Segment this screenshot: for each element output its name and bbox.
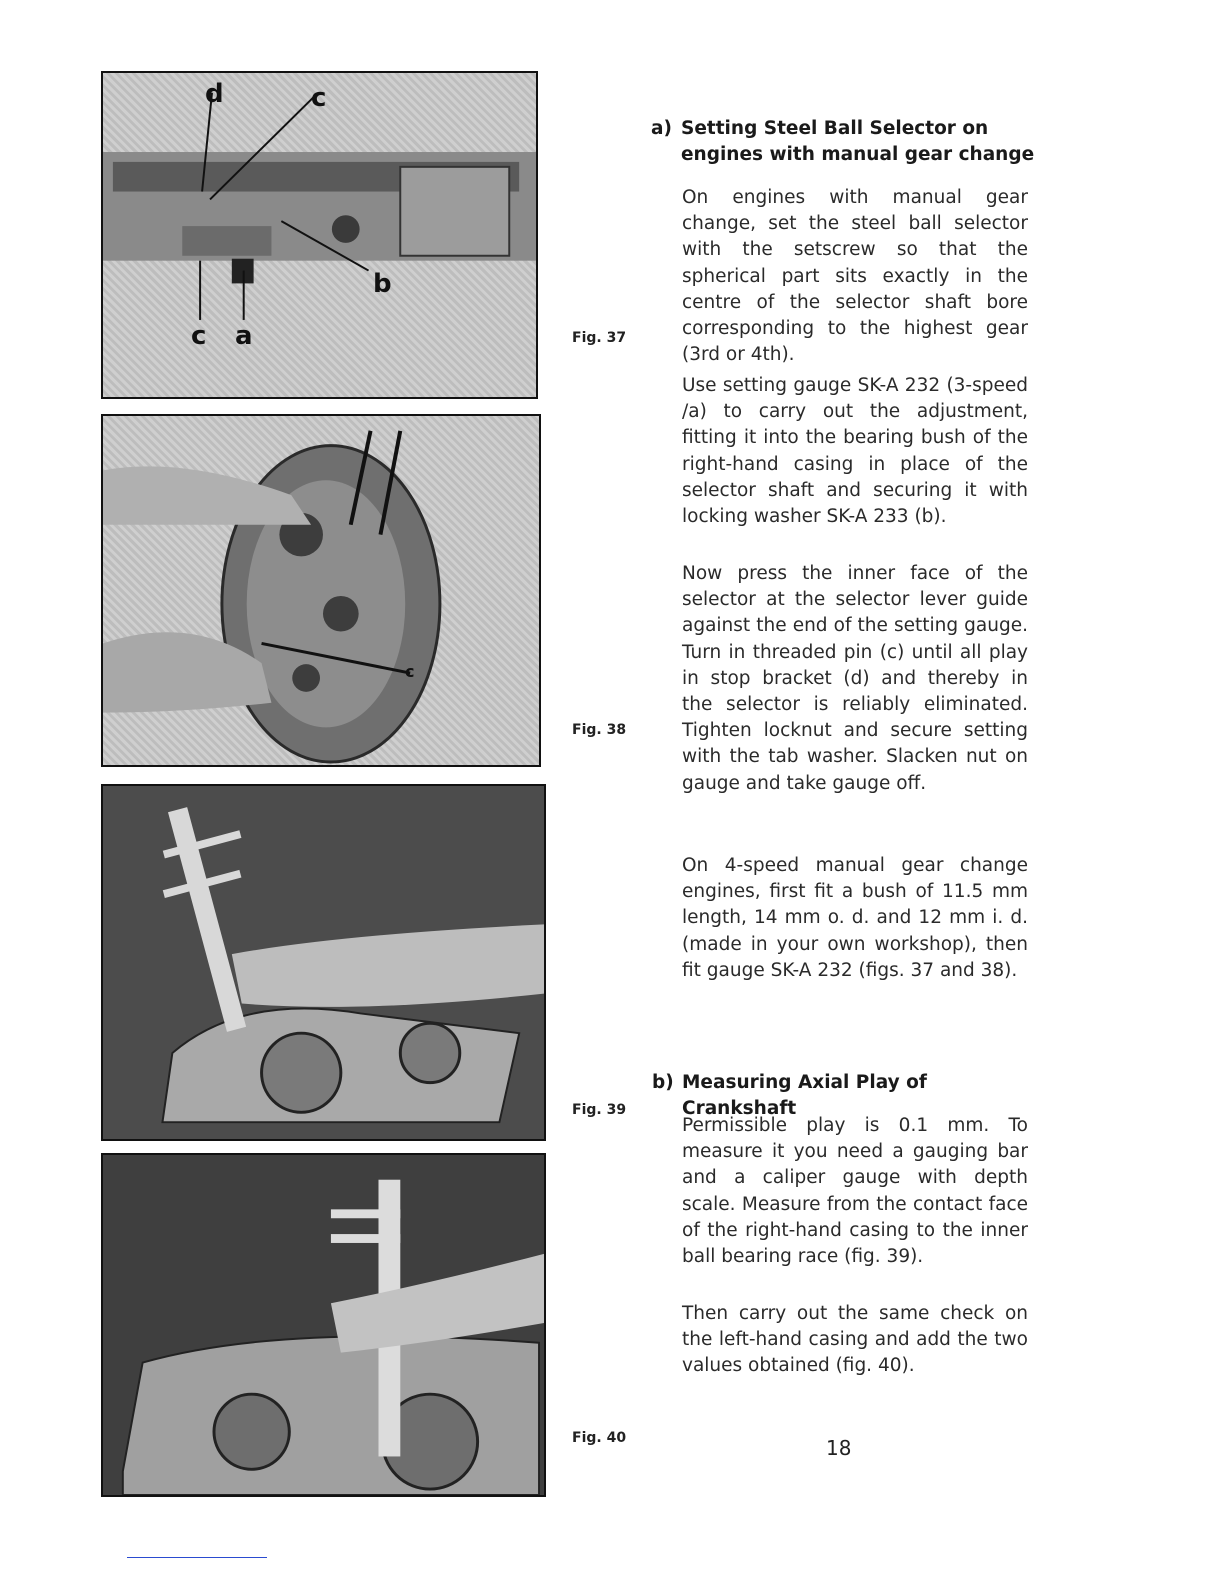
callout-b: b (373, 269, 392, 299)
section-a-title-line2: engines with manual gear change (681, 144, 1035, 165)
caliper-left-casing-illustration (103, 1155, 544, 1495)
callout-a: a (235, 321, 253, 351)
figure-37-label: Fig. 37 (572, 330, 627, 346)
section-a-paragraph-3: Now press the inner face of the selector at the selector lever guide against the end of the setting gauge. Turn in threaded pin (c) until all play in stop bracket (d) and thereby in the selector is reliably eliminated. Tighten locknut and secure setting with the tab washer. Slacken nut on gauge and take gauge off. (682, 563, 1028, 794)
section-b-paragraph-1: Permissible play is 0.1 mm. To measure it you need a gauging bar and a caliper gauge with depth scale. Measure from the contact face of the right-hand casing to the inner ball bearing race (fig. 39). (682, 1115, 1028, 1268)
page-number: 18 (826, 1436, 852, 1460)
callout-c-top: c (311, 83, 327, 113)
figure-40-label: Fig. 40 (572, 1430, 627, 1446)
footer-link-underline[interactable] (127, 1557, 267, 1558)
section-a-marker: a) (651, 118, 672, 139)
callout-c: c (405, 662, 415, 681)
figure-38-photo (101, 414, 541, 767)
section-a-title-line1: Setting Steel Ball Selector on (681, 118, 989, 139)
callout-c-bottom: c (191, 321, 207, 351)
section-b-marker: b) (652, 1072, 674, 1093)
callout-d: d (205, 79, 224, 109)
section-a-paragraph-4: On 4-speed manual gear change engines, first fit a bush of 11.5 mm length, 14 mm o. d. and 12 mm i. d. (made in your own workshop), then fit gauge SK-A 232 (figs. 37 and 38). (682, 855, 1028, 981)
section-b-paragraph-2: Then carry out the same check on the left-hand casing and add the two values obtained (fig. 40). (682, 1303, 1028, 1377)
hands-holding-casing-illustration (103, 416, 539, 765)
figure-37-photo (101, 71, 538, 399)
section-a-paragraph-1: On engines with manual gear change, set the steel ball selector with the setscrew so that the spherical part sits exactly in the centre of the selector shaft bore corresponding to the highest gear (3rd or 4th). (682, 187, 1028, 366)
section-b-title: Measuring Axial Play of Crankshaft (682, 1072, 927, 1119)
engine-casing-illustration (103, 73, 536, 397)
figure-39-photo (101, 784, 546, 1141)
figure-40-photo (101, 1153, 546, 1497)
caliper-measurement-illustration (103, 786, 544, 1139)
section-a-paragraph-2: Use setting gauge SK-A 232 (3-speed /a) to carry out the adjustment, fitting it into the bearing bush of the right-hand casing in place of the selector shaft and securing it with locking washer SK-A 233 (b). (682, 375, 1028, 528)
figure-39-label: Fig. 39 (572, 1102, 627, 1118)
figure-38-label: Fig. 38 (572, 722, 627, 738)
section-a-heading (651, 116, 1041, 168)
